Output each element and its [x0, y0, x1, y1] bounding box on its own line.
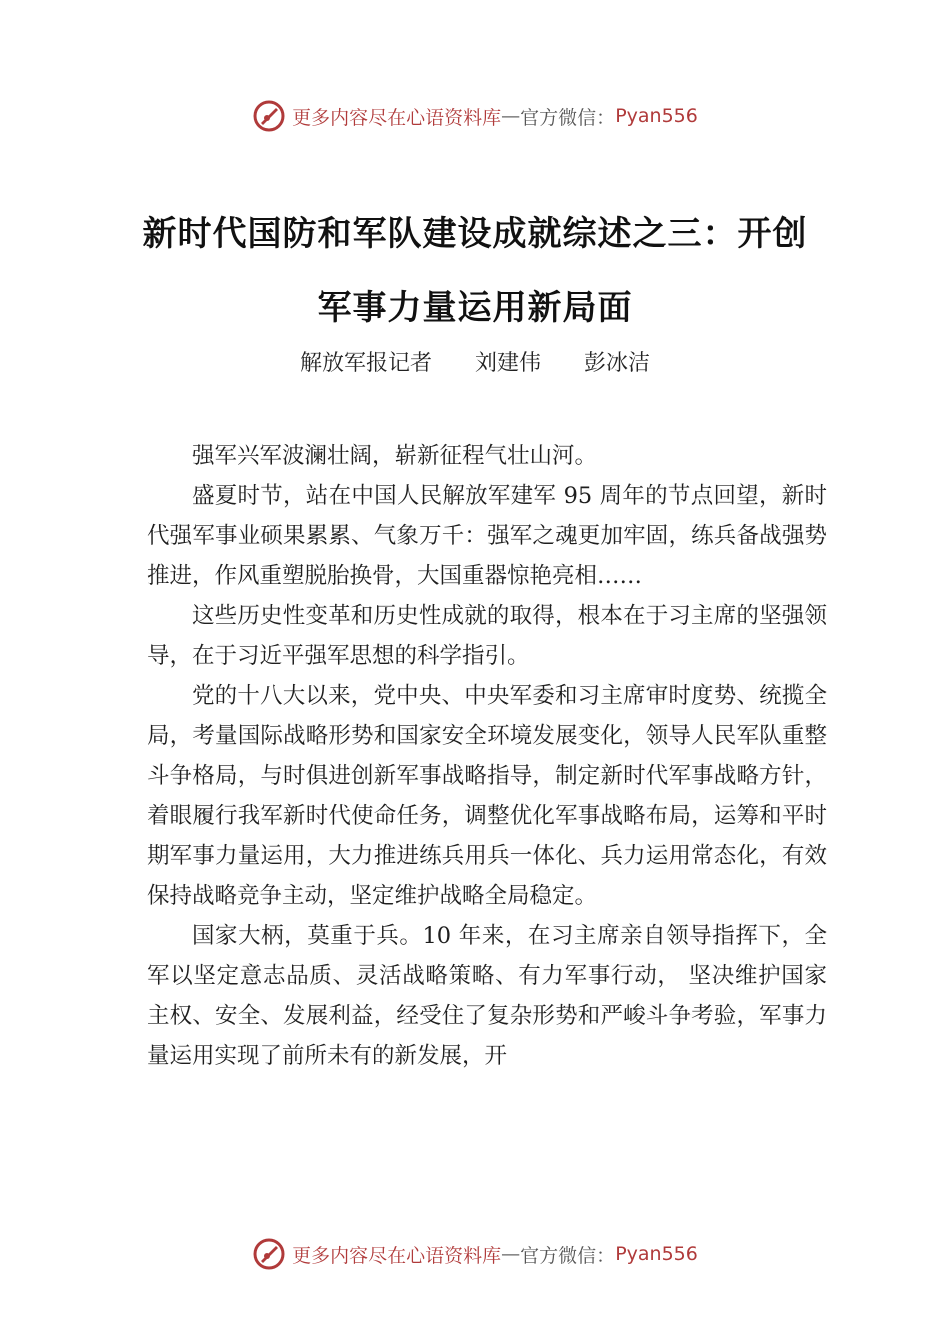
byline — [120, 346, 830, 377]
watermark-footer — [0, 1234, 950, 1274]
byline-author-1: 刘建伟 — [474, 351, 541, 376]
brand-logo-icon — [252, 1237, 286, 1271]
watermark-brand: 更多内容尽在心语资料库 — [292, 106, 502, 129]
byline-author-2: 彭冰洁 — [584, 351, 651, 376]
watermark-wechat-id: Pyan556 — [615, 105, 698, 127]
paragraph: 强军兴军波澜壮阔，崭新征程气壮山河。 — [192, 443, 598, 469]
article-title-line1: 新时代国防和军队建设成就综述之三：开创 — [142, 214, 808, 254]
paragraph: 国家大柄，莫重于兵。10 年来，在习主席亲自领导指挥下，全军以坚定意志品质、灵活战略策略、有力军事行动， 坚决维护国家主权、安全、发展利益，经受住了复杂形势和严峻斗争考验，军事力量运用实现了前所未有的新发展，开 — [147, 923, 827, 1069]
paragraph: 这些历史性变革和历史性成就的取得，根本在于习主席的坚强领导，在于习近平强军思想的科学指引。 — [147, 603, 827, 669]
byline-source: 解放军报记者 — [299, 351, 432, 376]
article-title-line2: 军事力量运用新局面 — [317, 288, 633, 328]
watermark-header — [0, 96, 950, 136]
watermark-separator: — — [501, 1243, 521, 1265]
watermark-label: 官方微信： — [520, 106, 616, 129]
paragraph: 党的十八大以来，党中央、中央军委和习主席审时度势、统揽全局，考量国际战略形势和国家安全环境发展变化，领导人民军队重整斗争格局，与时俱进创新军事战略指导，制定新时代军事战略方针，着眼履行我军新时代使命任务，调整优化军事战略布局，运筹和平时期军事力量运用，大力推进练兵用兵一体化、兵力运用常态化，有效保持战略竞争主动，坚定维护战略全局稳定。 — [147, 683, 827, 909]
brand-logo-icon — [252, 99, 286, 133]
article-body — [147, 436, 827, 1076]
watermark-wechat-id: Pyan556 — [615, 1243, 698, 1265]
watermark-separator: — — [501, 105, 521, 127]
paragraph: 盛夏时节，站在中国人民解放军建军 95 周年的节点回望，新时代强军事业硕果累累、气象万千：强军之魂更加牢固，练兵备战强势推进，作风重塑脱胎换骨，大国重器惊艳亮相…… — [147, 483, 827, 589]
watermark-label: 官方微信： — [520, 1244, 616, 1267]
watermark-brand: 更多内容尽在心语资料库 — [292, 1244, 502, 1267]
